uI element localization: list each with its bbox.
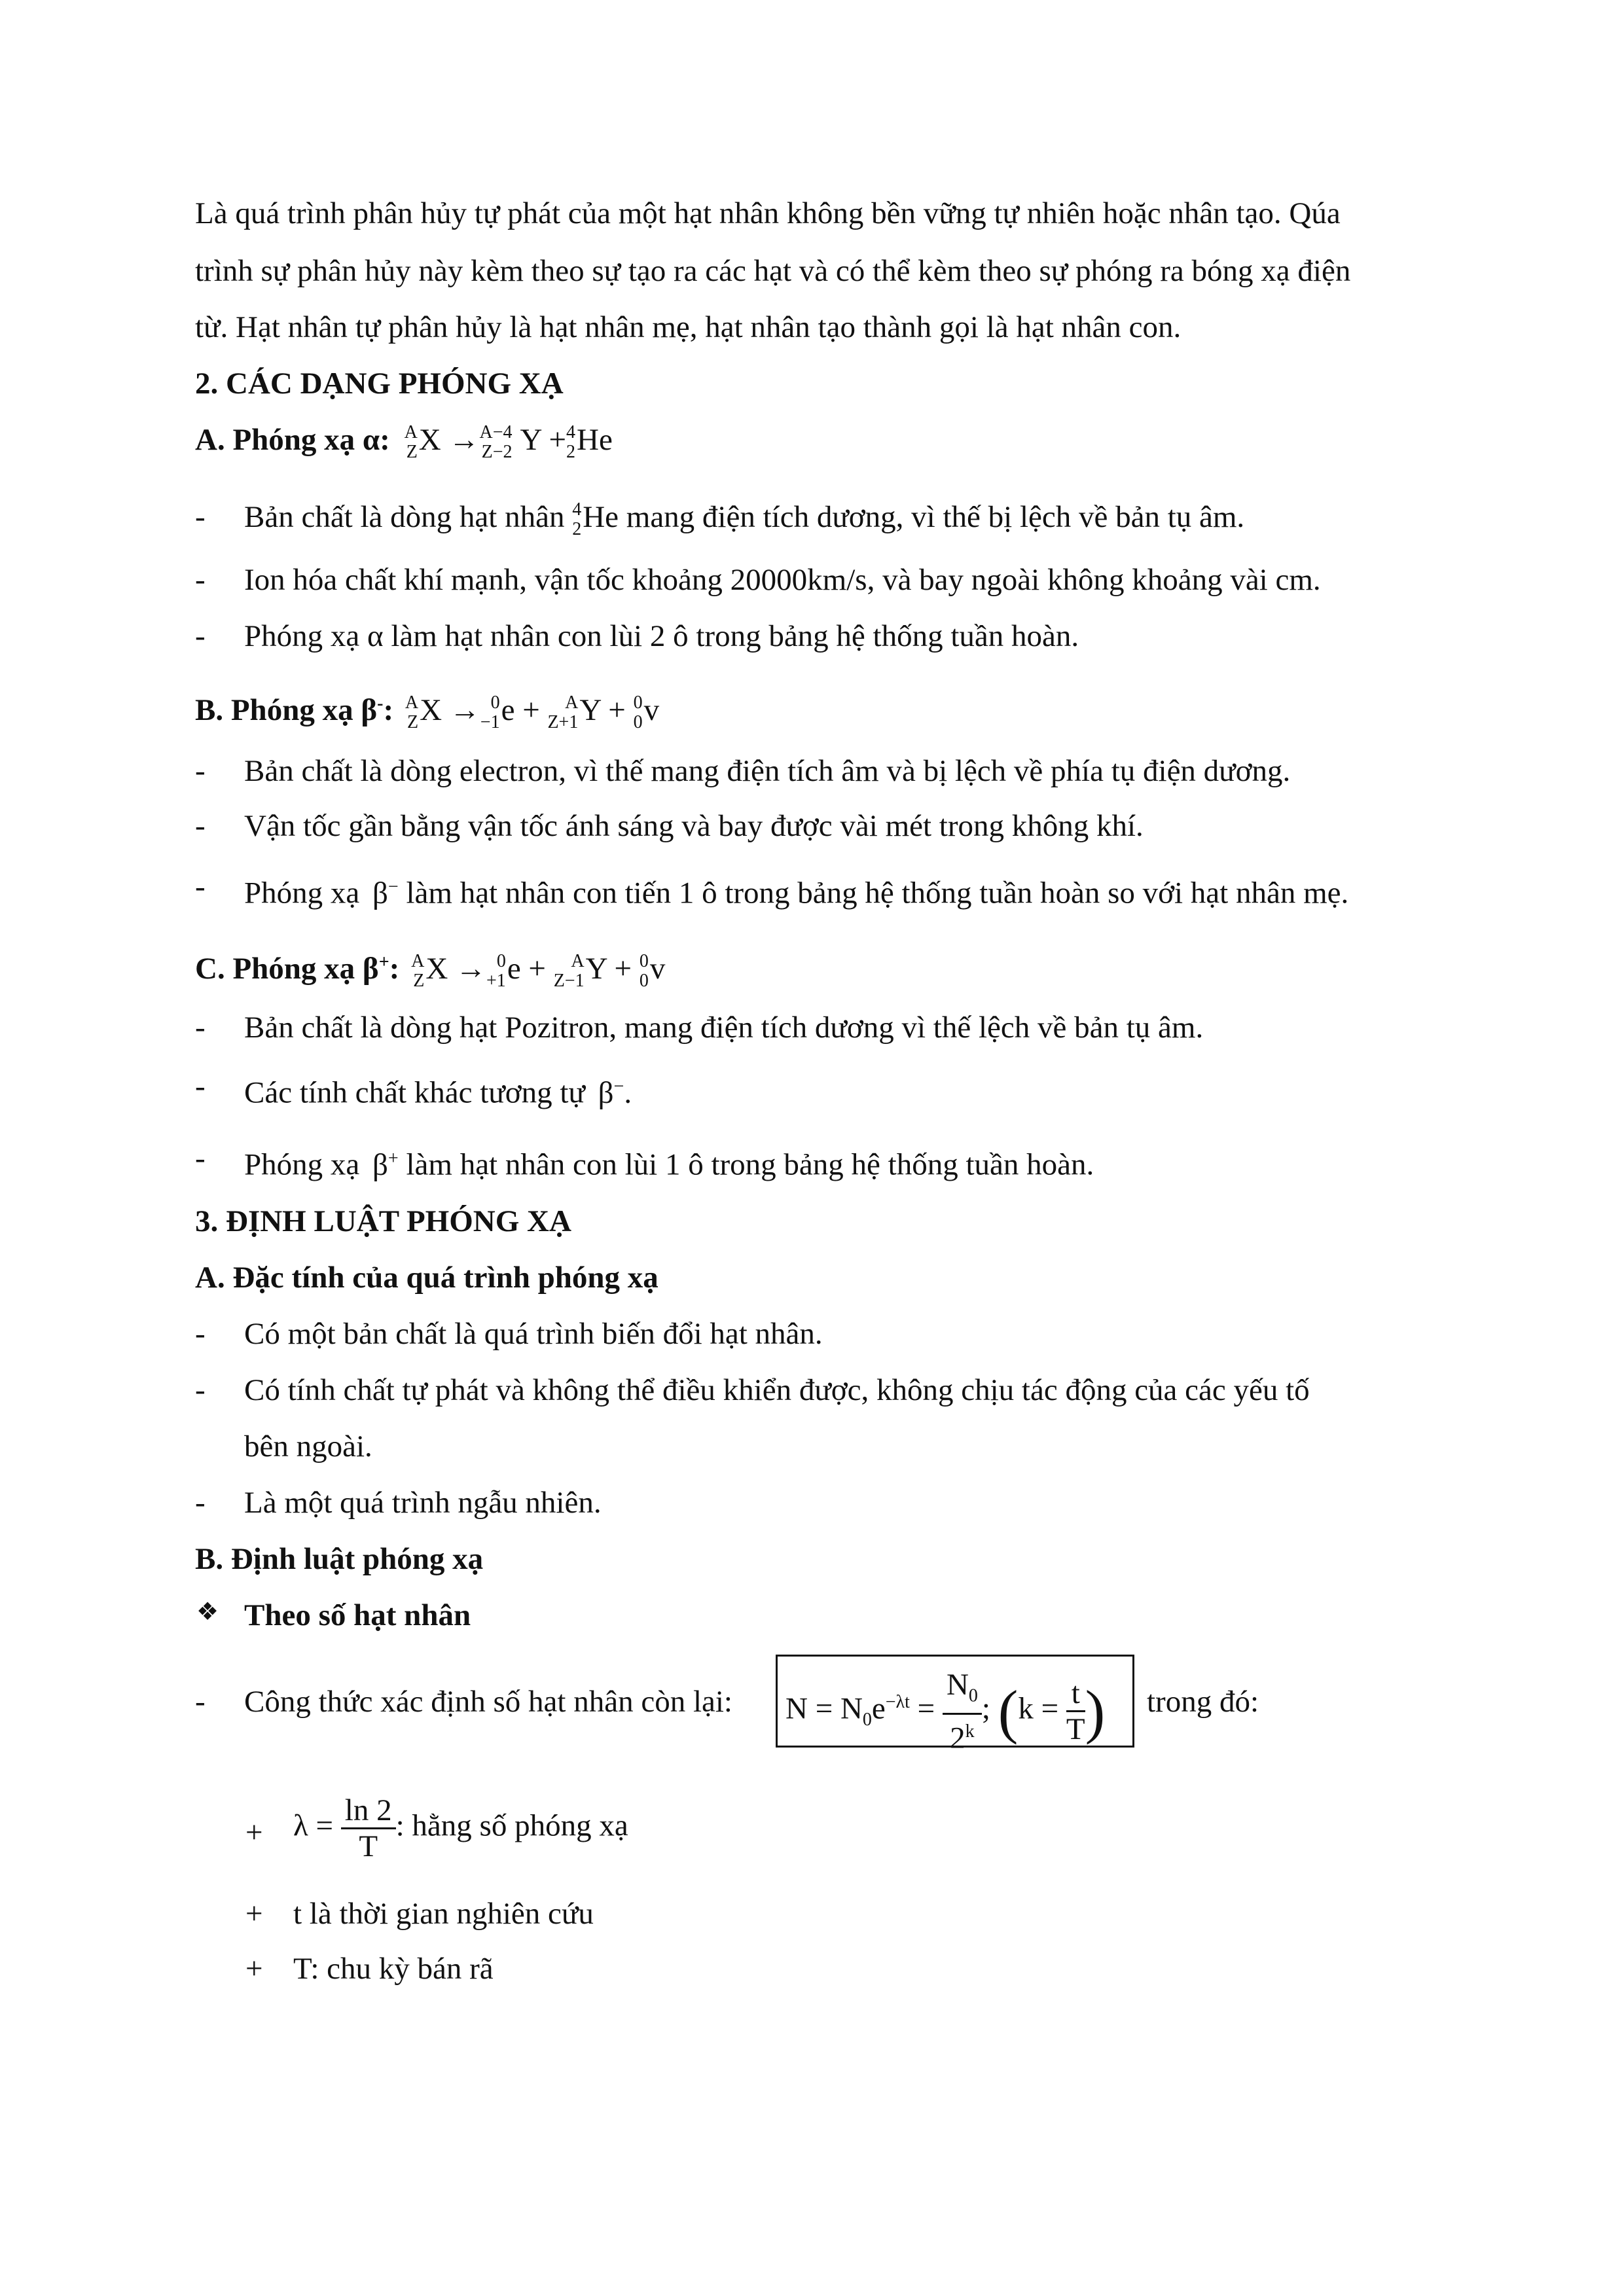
list-dash: - (195, 754, 206, 788)
intro-line-3: từ. Hạt nhân tự phân hủy là hạt nhân mẹ, hạt nhân tạo thành gọi là hạt nhân con. (195, 310, 1182, 344)
beta-plus-item-3: Phóng xạ β+ làm hạt nhân con lùi 1 ô trong bảng hệ thống tuần hoàn. (244, 1147, 1094, 1182)
alpha-item-3: Phóng xạ α làm hạt nhân con lùi 2 ô trong bảng hệ thống tuần hoàn. (244, 619, 1079, 653)
alpha-item-2: Ion hóa chất khí mạnh, vận tốc khoảng 20000km/s, và bay ngoài không khoảng vài cm. (244, 563, 1321, 597)
beta-plus-heading-line (195, 942, 665, 991)
list-plus: + (245, 1952, 263, 1986)
property-item-2: Có tính chất tự phát và không thể điều khiển được, không chịu tác động của các yếu tố (244, 1373, 1310, 1407)
subsection-a-heading: A. Đặc tính của quá trình phóng xạ (195, 1261, 659, 1295)
beta-minus-item-3: Phóng xạ β− làm hạt nhân con tiến 1 ô trong bảng hệ thống tuần hoàn so với hạt nhân mẹ. (244, 876, 1349, 910)
property-item-3: Là một quá trình ngẫu nhiên. (244, 1486, 602, 1520)
beta-minus-heading: B. Phóng xạ β-: (195, 692, 394, 727)
alpha-equation: A Z X → A−4 Z−2 Y + 4 2 He (404, 422, 613, 463)
diamond-bullet-icon: ❖ (196, 1598, 219, 1626)
beta-minus-equation: A Z X → 0 −1 e + A Z+1 Y + 0 0 v (405, 692, 660, 732)
beta-plus-item-1: Bản chất là dòng hạt Pozitron, mang điện tích dương vì thế lệch về bản tụ âm. (244, 1011, 1204, 1045)
list-dash: - (195, 1373, 206, 1407)
beta-minus-item-1: Bản chất là dòng electron, vì thế mang điện tích âm và bị lệch về phía tụ điện dương. (244, 754, 1291, 788)
alpha-heading: A. Phóng xạ α: (195, 423, 390, 457)
property-item-2-continued: bên ngoài. (244, 1429, 372, 1463)
list-dash: - (195, 1069, 206, 1103)
list-dash: - (195, 1486, 206, 1520)
alpha-item-1: Bản chất là dòng hạt nhân 4 2 He mang điện tích dương, vì thế bị lệch về bản tụ âm. (244, 499, 1245, 540)
definition-t: t là thời gian nghiên cứu (293, 1897, 594, 1931)
beta-minus-heading-line (195, 684, 659, 732)
intro-line-2: trình sự phân hủy này kèm theo sự tạo ra các hạt và có thể kèm theo sự phóng ra bóng xạ điện (195, 254, 1351, 288)
list-dash: - (195, 809, 206, 843)
formula-intro: Công thức xác định số hạt nhân còn lại: (244, 1685, 732, 1719)
list-dash: - (195, 1685, 206, 1719)
alpha-heading-line (195, 420, 613, 462)
section-2-heading: 2. CÁC DẠNG PHÓNG XẠ (195, 367, 564, 401)
definition-T: T: chu kỳ bán rã (293, 1952, 494, 1986)
formula-after: trong đó: (1147, 1685, 1259, 1719)
list-dash: - (195, 870, 206, 904)
subsection-b-heading: B. Định luật phóng xạ (195, 1542, 484, 1576)
section-3-heading: 3. ĐỊNH LUẬT PHÓNG XẠ (195, 1204, 571, 1238)
definition-lambda: λ = $\frac{\ln 2}{T}$ : hằng số phóng xạ (293, 1793, 628, 1863)
decay-law-formula-box (776, 1655, 1134, 1755)
beta-minus-item-2: Vận tốc gần bằng vận tốc ánh sáng và bay được vài mét trong không khí. (244, 809, 1144, 843)
decay-law-formula: $N = N_0e^{-\lambda t}$ = $\frac{N_0}{2^k}$ ; (k = $\frac{t}{T}$ ) (785, 1667, 1106, 1755)
list-plus: + (245, 1897, 263, 1931)
intro-line-1: Là quá trình phân hủy tự phát của một hạt nhân không bền vững tự nhiên hoặc nhân tạo. Qúa (195, 196, 1341, 230)
list-dash: - (195, 1317, 206, 1351)
beta-plus-item-2: Các tính chất khác tương tự β−. (244, 1075, 632, 1110)
list-dash: - (195, 563, 206, 597)
beta-plus-heading: C. Phóng xạ β+: (195, 951, 400, 986)
beta-plus-equation: A Z X → 0 +1 e + A Z−1 Y + 0 0 v (411, 950, 666, 991)
bullet-heading: Theo số hạt nhân (244, 1598, 471, 1632)
list-dash: - (195, 500, 206, 534)
list-plus: + (245, 1816, 263, 1850)
list-dash: - (195, 1011, 206, 1045)
property-item-1: Có một bản chất là quá trình biến đổi hạt nhân. (244, 1317, 823, 1351)
list-dash: - (195, 619, 206, 653)
list-dash: - (195, 1141, 206, 1175)
